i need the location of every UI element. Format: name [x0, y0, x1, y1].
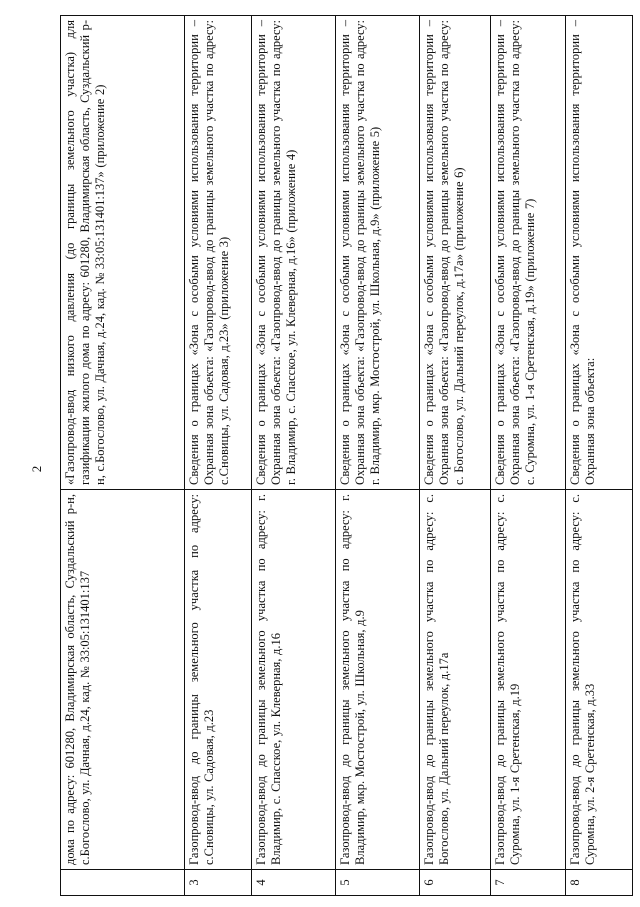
zone-info: Сведения о границах «Зона с особыми условиями использования территории – Охранная зона объекта: «Газопровод-ввод до границы земельного участка по адресу: с. Богослово, ул. Дальний переулок, д.17а» (приложение 6) — [420, 16, 491, 490]
zone-info: Сведения о границах «Зона с особыми условиями использования территории – Охранная зона объекта: «Газопровод-ввод до границы земельного участка по адресу: г. Владимир, с. Спасское, ул. Клеверная, д.16» (приложение 4) — [252, 16, 336, 490]
table-row — [420, 16, 491, 896]
row-number: 8 — [566, 870, 633, 896]
row-number: 3 — [185, 870, 252, 896]
object-description: Газопровод-ввод до границы земельного участка по адресу: с. Суромна, ул. 2-я Сретенская, д.33 — [566, 490, 633, 870]
table-row — [61, 16, 185, 896]
object-description: Газопровод-ввод до границы земельного участка по адресу: с. Богослово, ул. Дальний переулок, д.17а — [420, 490, 491, 870]
row-number — [61, 870, 185, 896]
object-description: Газопровод-ввод до границы земельного участка по адресу: с.Сновицы, ул. Садовая, д.23 — [185, 490, 252, 870]
object-description: дома по адресу: 601280, Владимирская область, Суздальский р-н, с.Богослово, ул. Дачная, д.24, кад. № 33:05:131401:137 — [61, 490, 185, 870]
zones-table — [60, 15, 633, 896]
zone-info: Сведения о границах «Зона с особыми условиями использования территории – Охранная зона объекта: «Газопровод-ввод до границы земельного участка по адресу: с. Суромна, ул. 1-я Сретенская, д.19» (приложение 7) — [491, 16, 566, 490]
page-number: 2 — [29, 465, 44, 473]
zone-info: «Газопровод-ввод низкого давления (до границы земельного участка) для газификации жилого дома по адресу: 601280, Владимирская область, Суздальский р-н, с.Богослово, ул. Дачная, д.24, кад. № 33:05:131401:137» (приложение 2) — [61, 16, 185, 490]
zone-info: Сведения о границах «Зона с особыми условиями использования территории – Охранная зона объекта: «Газопровод-ввод до границы земельного участка по адресу: г. Владимир, мкр. Мостострой, ул. Школьная, д.9» (приложение 5) — [336, 16, 420, 490]
document-table-container — [60, 16, 632, 896]
table-row — [491, 16, 566, 896]
zone-info: Сведения о границах «Зона с особыми условиями использования территории – Охранная зона объекта: «Газопровод-ввод до границы земельного участка по адресу: с.Сновицы, ул. Садовая, д.23» (приложение 3) — [185, 16, 252, 490]
zone-info: Сведения о границах «Зона с особыми условиями использования территории – Охранная зона объекта: — [566, 16, 633, 490]
table-row — [336, 16, 420, 896]
table-row — [185, 16, 252, 896]
object-description: Газопровод-ввод до границы земельного участка по адресу: г. Владимир, с. Спасское, ул. Клеверная, д.16 — [252, 490, 336, 870]
row-number: 7 — [491, 870, 566, 896]
row-number: 4 — [252, 870, 336, 896]
row-number: 6 — [420, 870, 491, 896]
table-row — [566, 16, 633, 896]
object-description: Газопровод-ввод до границы земельного участка по адресу: г. Владимир, мкр. Мостострой, ул. Школьная, д.9 — [336, 490, 420, 870]
row-number: 5 — [336, 870, 420, 896]
object-description: Газопровод-ввод до границы земельного участка по адресу: с. Суромна, ул. 1-я Сретенская, д.19 — [491, 490, 566, 870]
table-row — [252, 16, 336, 896]
